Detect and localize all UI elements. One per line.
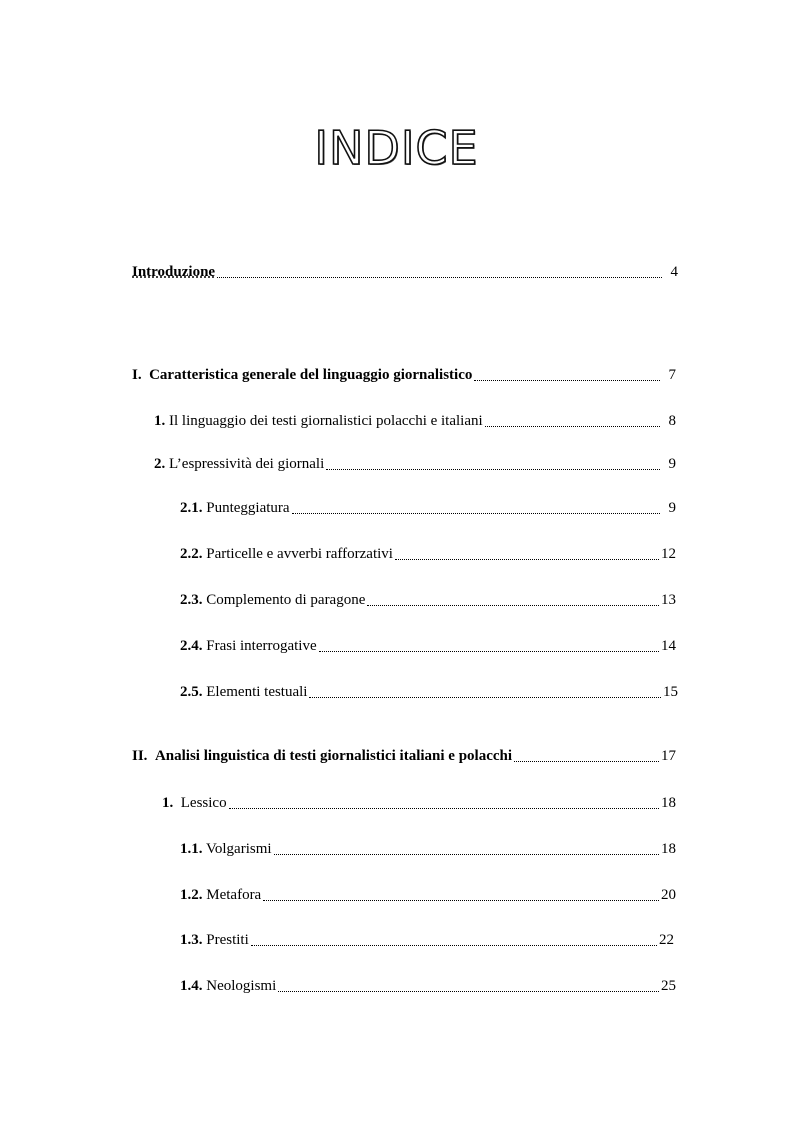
toc-entry-text: L’espressività dei giornali (169, 456, 325, 472)
toc-entry-subsection-1-2[interactable] (180, 884, 676, 904)
toc-entry-number: 2.3. (180, 592, 203, 608)
dot-leader (251, 944, 657, 946)
toc-entry-label (154, 455, 324, 473)
toc-entry-label (162, 794, 227, 812)
toc-entry-text: Analisi linguistica di testi giornalistici italiani e polacchi (154, 748, 513, 764)
toc-entry-text: Metafora (206, 887, 262, 903)
toc-entry-number: 1.2. (180, 887, 203, 903)
toc-entry-subsection-2-4[interactable] (180, 635, 676, 655)
dot-leader (274, 853, 659, 855)
dot-leader (278, 990, 659, 992)
dot-leader (514, 760, 659, 762)
toc-entry-label (180, 683, 307, 701)
dot-leader (263, 899, 659, 901)
toc-page-number: 18 (661, 795, 676, 811)
toc-entry-subsection-2-3[interactable] (180, 589, 676, 609)
toc-page-number: 13 (661, 592, 676, 608)
dot-leader (309, 696, 661, 698)
toc-entry-text: Frasi interrogative (206, 638, 317, 654)
toc-entry-subsection-2-5[interactable] (180, 681, 678, 701)
toc-entry-number: I. (132, 367, 142, 383)
dot-leader (217, 276, 662, 278)
toc-entry-chapter-2[interactable] (132, 745, 676, 765)
toc-entry-number: 1. (162, 795, 174, 811)
toc-entry-label (180, 499, 290, 517)
toc-entry-label (154, 412, 483, 430)
toc-page-number: 15 (663, 684, 678, 700)
toc-entry-subsection-2-2[interactable] (180, 543, 676, 563)
toc-entry-subsection-1-1[interactable] (180, 838, 676, 858)
toc-entry-text: Elementi testuali (206, 684, 308, 700)
toc-entry-label (180, 840, 272, 858)
toc-entry-label (180, 886, 261, 904)
toc-entry-text: Complemento di paragone (206, 592, 366, 608)
dot-leader (395, 558, 659, 560)
toc-page-number: 12 (661, 546, 676, 562)
toc-entry-label (180, 931, 249, 949)
dot-leader (326, 468, 660, 470)
toc-page-number: 22 (659, 932, 674, 948)
toc-entry-section-2-1[interactable] (162, 792, 676, 812)
toc-entry-text: Caratteristica generale del linguaggio giornalistico (149, 367, 473, 383)
toc-entry-text: Punteggiatura (206, 500, 290, 516)
toc-entry-text: Volgarismi (205, 841, 272, 857)
dot-leader (485, 425, 660, 427)
toc-entry-number: 2.5. (180, 684, 203, 700)
toc-entry-text: Lessico (180, 795, 227, 811)
toc-entry-number: 2.1. (180, 500, 203, 516)
toc-page-number: 7 (668, 367, 676, 383)
toc-entry-chapter-1[interactable] (132, 364, 676, 384)
toc-entry-text: Neologismi (206, 978, 277, 994)
toc-entry-number: 1.1. (180, 841, 203, 857)
toc-entry-subsection-2-1[interactable] (180, 497, 676, 517)
toc-entry-label: Introduzione (132, 264, 216, 280)
toc-page-number: 9 (668, 500, 676, 516)
toc-page-number: 25 (661, 978, 676, 994)
toc-page-number: 14 (661, 638, 676, 654)
dot-leader (319, 650, 659, 652)
toc-entry-label (180, 977, 276, 995)
dot-leader (474, 379, 660, 381)
dot-leader (367, 604, 659, 606)
toc-entry-subsection-1-4[interactable] (180, 975, 676, 995)
toc-entry-number: 2.2. (180, 546, 203, 562)
toc-entry-number: 2. (154, 456, 166, 472)
toc-page-number: 8 (668, 413, 676, 429)
toc-entry-section-1-2[interactable] (154, 453, 676, 473)
toc-entry-label (132, 366, 472, 384)
toc-entry-number: 1. (154, 413, 166, 429)
toc-entry-introduzione[interactable] (132, 261, 678, 281)
toc-entry-section-1-1[interactable] (154, 410, 676, 430)
toc-entry-label (180, 545, 393, 563)
toc-entry-text: Prestiti (206, 932, 249, 948)
toc-entry-text: Il linguaggio dei testi giornalistici polacchi e italiani (169, 413, 483, 429)
toc-entry-number: II. (132, 748, 148, 764)
toc-page-number: 4 (670, 264, 678, 280)
toc-entry-label (180, 591, 365, 609)
toc-entry-text: Particelle e avverbi rafforzativi (206, 546, 393, 562)
toc-entry-number: 1.3. (180, 932, 203, 948)
toc-page-number: 9 (668, 456, 676, 472)
toc-entry-number: 1.4. (180, 978, 203, 994)
toc-page-number: 20 (661, 887, 676, 903)
page-title: INDICE (314, 121, 479, 175)
toc-page-number: 17 (661, 748, 676, 764)
toc-entry-label (132, 747, 512, 765)
toc-page-number: 18 (661, 841, 676, 857)
toc-entry-subsection-1-3[interactable] (180, 929, 674, 949)
dot-leader (292, 512, 660, 514)
toc-entry-label (180, 637, 317, 655)
toc-entry-number: 2.4. (180, 638, 203, 654)
dot-leader (229, 807, 659, 809)
